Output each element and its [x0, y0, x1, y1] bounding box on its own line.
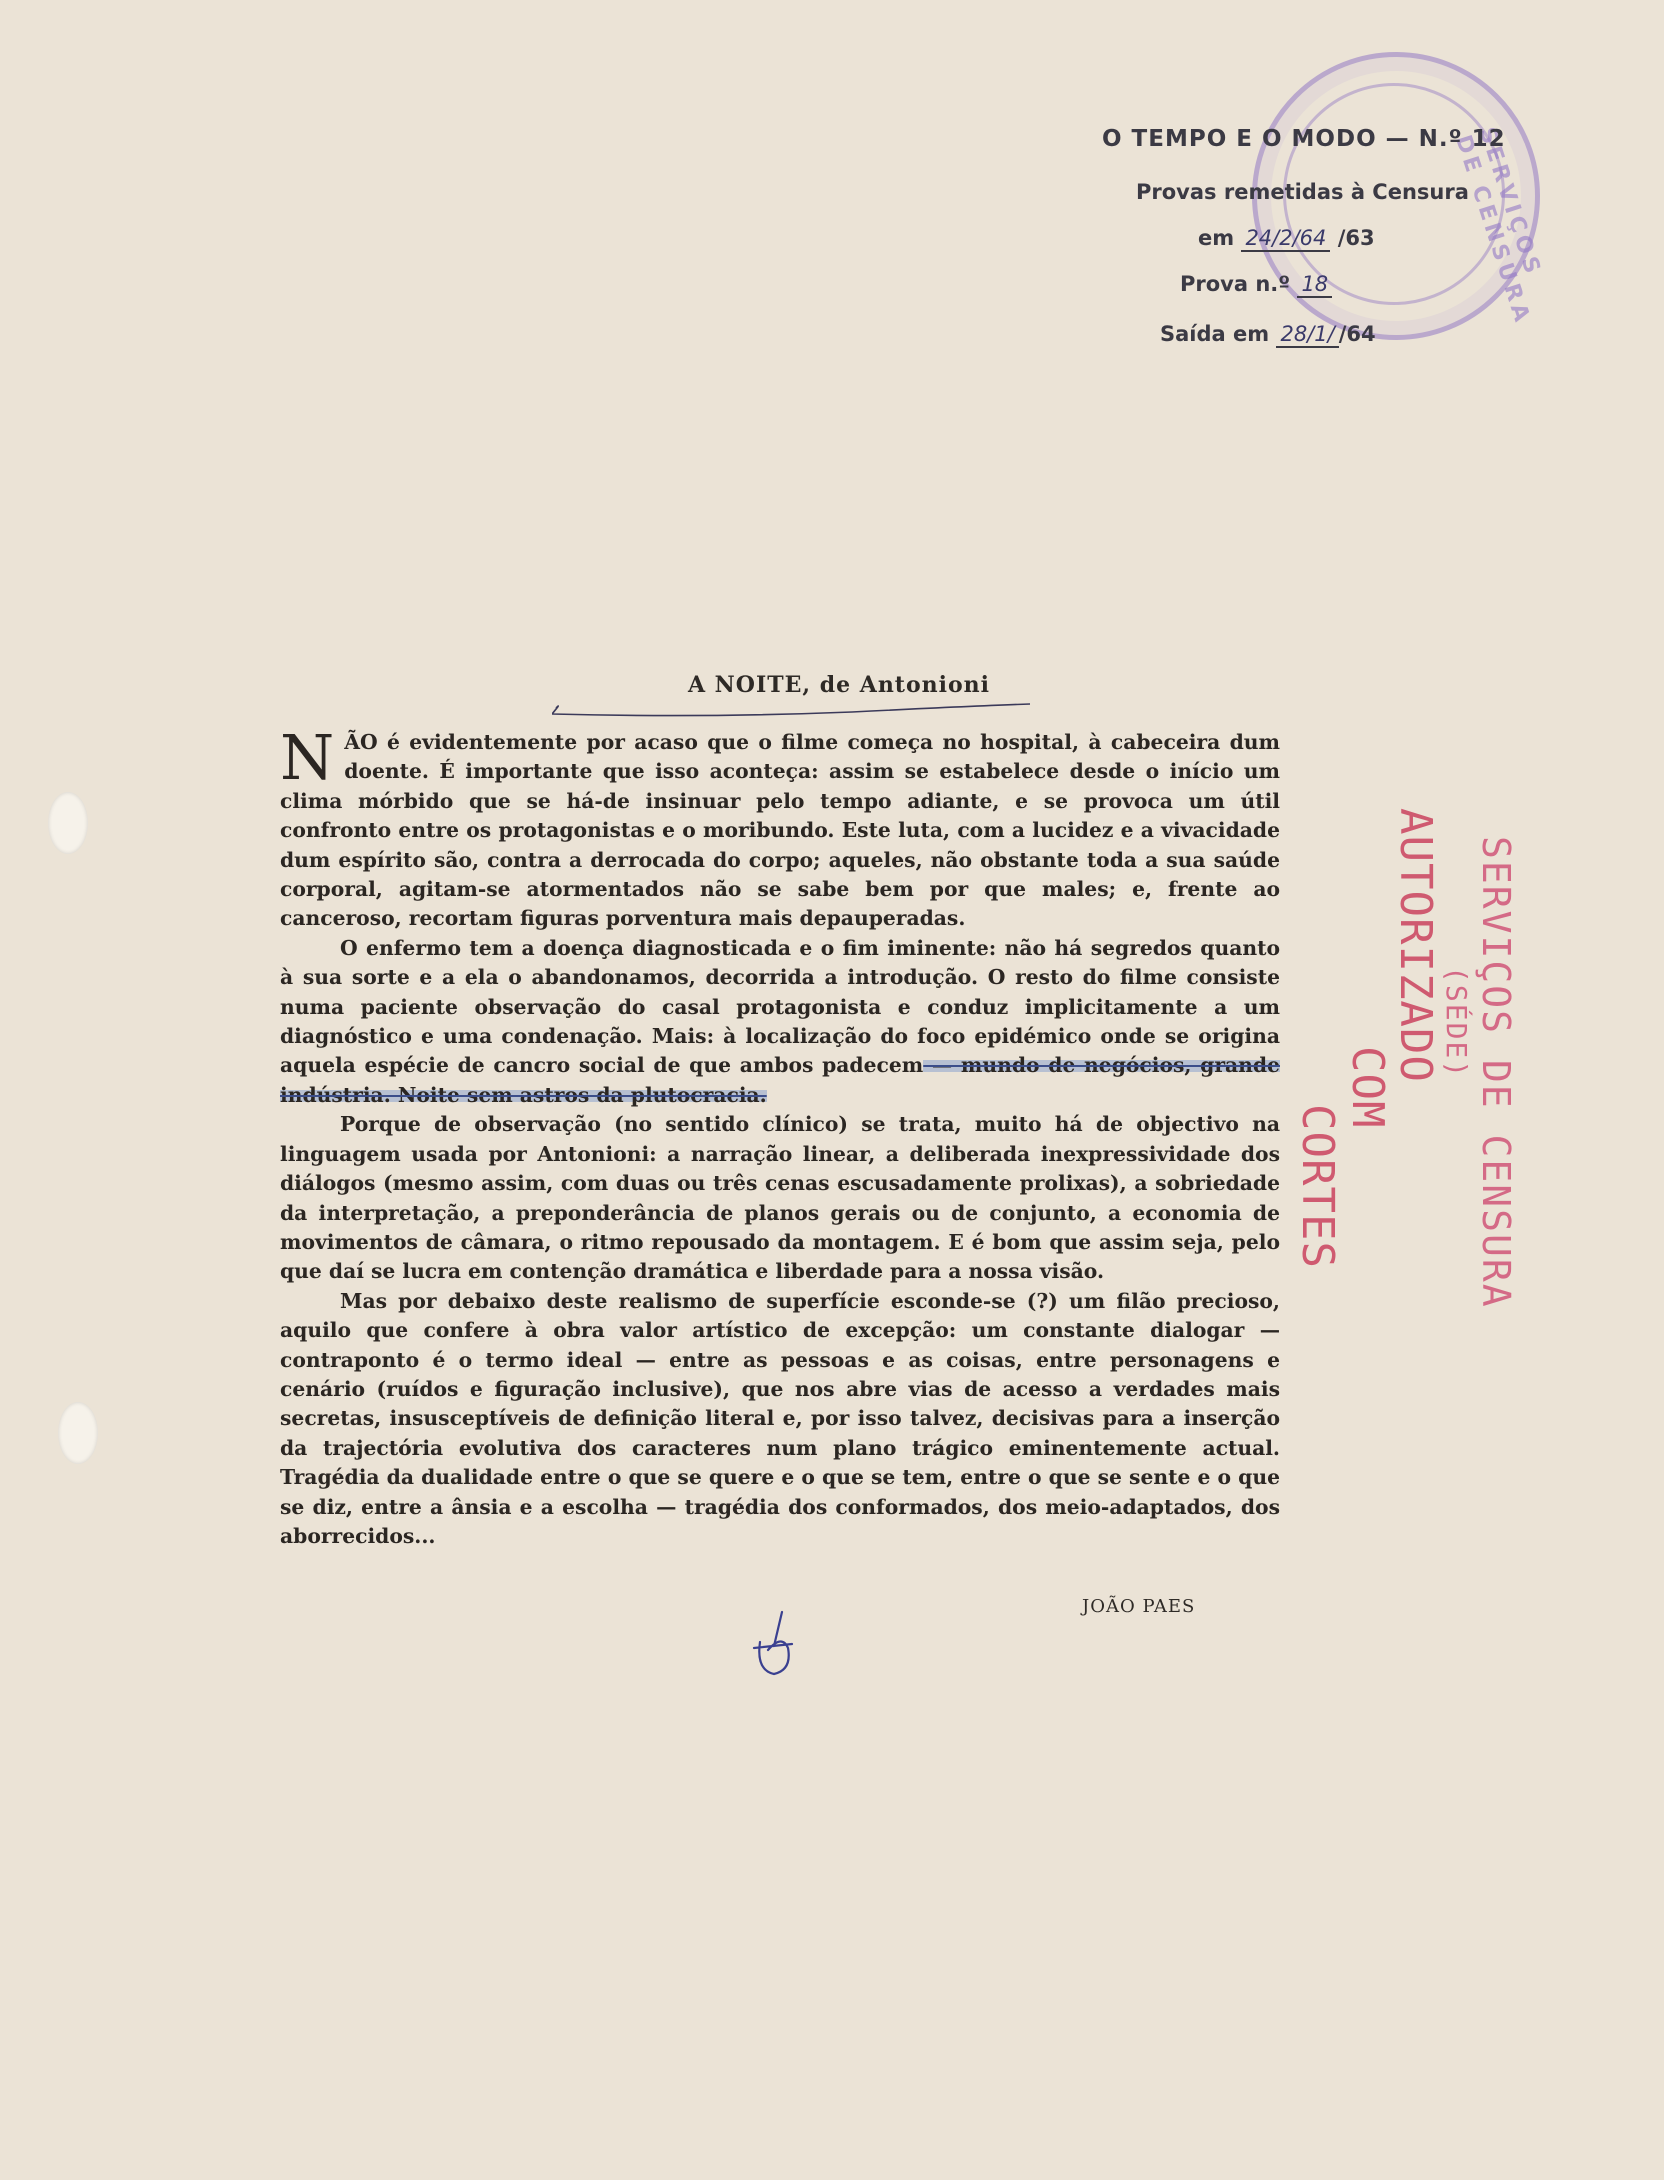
- proof-stamp-exit-label: Saída em: [1160, 322, 1270, 346]
- censor-stamp-cuts: CORTES: [1292, 1104, 1343, 1269]
- proof-stamp-sent-label: Provas remetidas à Censura: [1136, 180, 1469, 204]
- proof-stamp-handwritten-exit-date: 28/1/: [1276, 322, 1338, 348]
- paragraph-3: Porque de observação (no sentido clínico) se trata, muito há de objectivo na linguagem usada por Antonioni: a narração linear, a deliberada inexpressividade dos diálogos (mesmo assim, com duas ou três cenas escusadamente prolixas), a sobriedade da interpretação, a preponderância de planos gerais ou de conjunto, a economia de movimentos de câmara, o ritmo repousado da montagem. E é bom que assim seja, pelo que daí se lucra em contenção dramática e liberdade para a nossa visão.: [280, 1112, 1280, 1284]
- punch-hole-bottom: [58, 1402, 98, 1464]
- proof-stamp-exit-date: [1160, 324, 1376, 345]
- censored-passage: — mundo de negócios, grande indústria. Noite sem astros da plutocracia.: [280, 1053, 1280, 1107]
- censor-stamp-with: COM: [1342, 1046, 1393, 1129]
- proof-stamp-date-suffix: /63: [1337, 226, 1375, 250]
- proof-stamp-date-prefix: em: [1198, 226, 1235, 250]
- censor-stamp-service: SERVIÇOS DE CENSURA: [1474, 836, 1518, 1309]
- proof-stamp-number-label: Prova n.º: [1180, 272, 1291, 296]
- article-title: A NOITE, de Antonioni: [687, 672, 991, 698]
- proof-stamp-exit-suffix: /64: [1338, 322, 1376, 346]
- handwritten-initial-mark: [752, 1608, 800, 1678]
- punch-hole-top: [48, 792, 88, 854]
- censor-stamp-authorized: AUTORIZADO: [1390, 808, 1441, 1083]
- censor-stamp-seat: (SÉDE): [1440, 966, 1473, 1080]
- proof-stamp-handwritten-number: 18: [1297, 272, 1332, 298]
- proof-stamp-number: [1180, 274, 1332, 295]
- paragraph-1: [280, 721, 1280, 934]
- article-author: JOÃO PAES: [1082, 1596, 1196, 1617]
- drop-cap: N: [280, 721, 335, 794]
- proof-stamp-handwritten-date: 24/2/64: [1241, 226, 1330, 252]
- paragraph-1-text: ÃO é evidentemente por acaso que o filme começa no hospital, à cabeceira dum doente. É importante que isso aconteça: assim se estabelece desde o início um clima mórbido que se há-de insinuar pelo tempo adiante, e se provoca um útil confronto entre os protagonistas e o moribundo. Este luta, com a lucidez e a vivacidade dum espírito são, contra a derrocada do corpo; aqueles, não obstante toda a sua saúde corporal, agitam-se atormentados não se sabe bem por que males; e, frente ao canceroso, recortam figuras porventura mais depauperadas.: [280, 730, 1280, 931]
- censorship-seal-text: SERVIÇOS DE CENSURA: [1450, 124, 1546, 329]
- proof-stamp-sent-date: [1198, 228, 1375, 249]
- proof-stamp-publication: O TEMPO E O MODO — N.º 12: [1102, 126, 1506, 152]
- paragraph-4: Mas por debaixo deste realismo de superfície esconde-se (?) um filão precioso, aquilo que confere à obra valor artístico de excepção: um constante dialogar — contraponto é o termo ideal — entre as pessoas e as coisas, entre personagens e cenário (ruídos e figuração inclusive), que nos abre vias de acesso a verdades mais secretas, insusceptíveis de definição literal e, por isso talvez, decisivas para a inserção da trajectória evolutiva dos caracteres num plano trágico eminentemente actual. Tragédia da dualidade entre o que se quere e o que se tem, entre o que se sente e o que se diz, entre a ânsia e a escolha — tragédia dos conformados, dos meio-adaptados, dos aborrecidos...: [280, 1288, 1280, 1548]
- paragraph-2: [280, 934, 1280, 1110]
- paragraph-2-text: O enfermo tem a doença diagnosticada e o fim iminente: não há segredos quanto à sua sorte e a ela o abandonamos, decorrida a introdução. O resto do filme consiste numa paciente observação do casal protagonista e conduz implicitamente a um diagnóstico e uma condenação. Mais: à localização do foco epidémico onde se origina aquela espécie de cancro social de que ambos padecem: [280, 935, 1280, 1078]
- article-body: [280, 721, 1280, 1551]
- handwritten-title-underline: [552, 700, 1032, 722]
